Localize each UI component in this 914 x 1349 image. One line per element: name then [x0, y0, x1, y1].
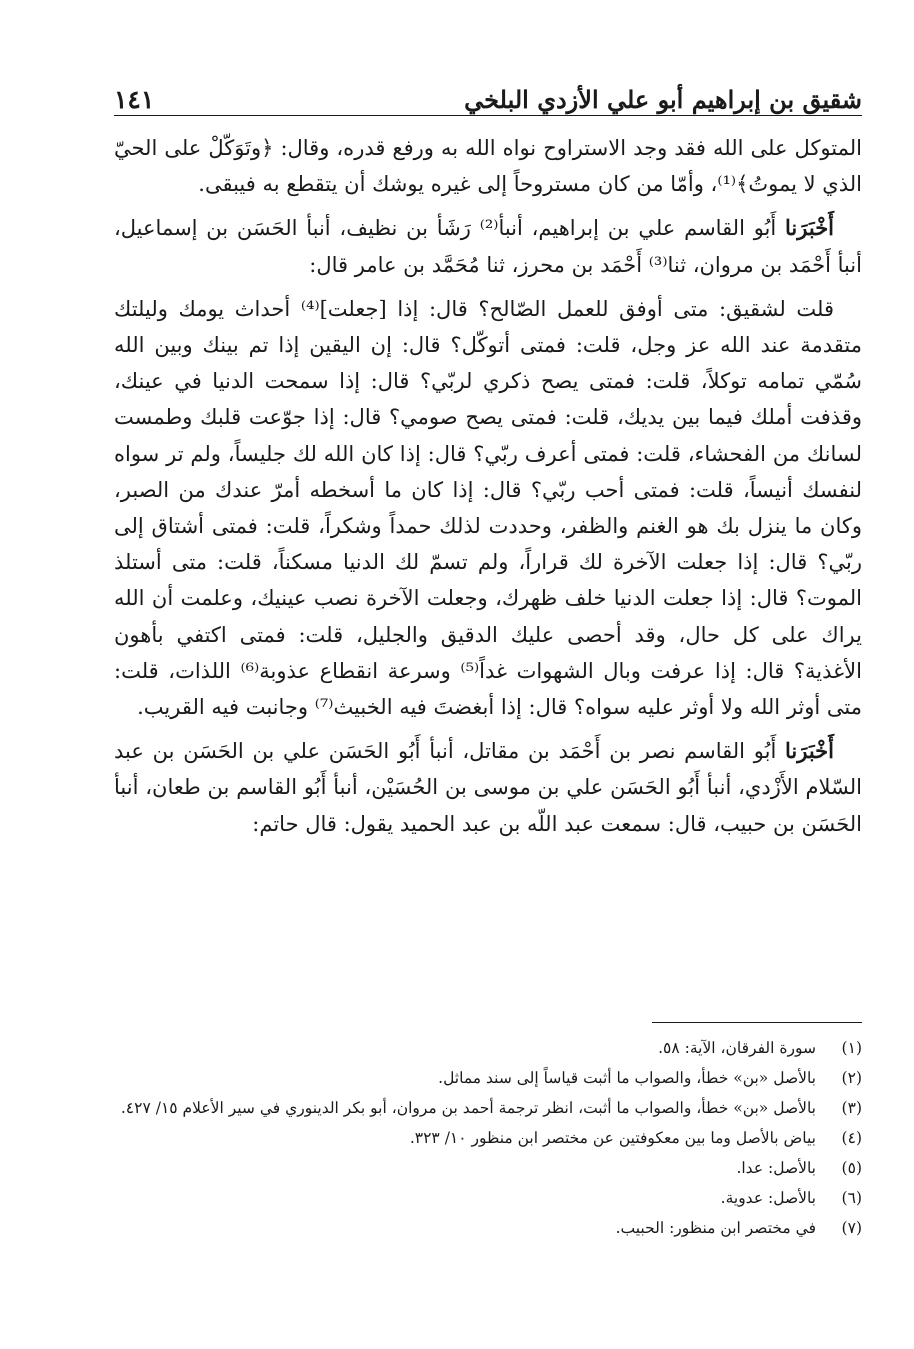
footnote-text: بالأصل: عدا. [736, 1159, 816, 1177]
main-text [114, 130, 862, 850]
akhbarana-lead: أَخْبَرَنا [785, 738, 834, 764]
header-rule [114, 115, 862, 116]
paragraph-4-text: أَبُو القاسم نصر بن أَحْمَد بن مقاتل، أنبأ أَبُو الحَسَن علي بن الحَسَن بن عبد السّلام الأَزْدي، أنبأ أَبُو الحَسَن علي بن موسى بن الحُسَيْن، أنبأ أَبُو القاسم بن طعان، أنبأ الحَسَن بن حبيب، قال: سمعت عبد اللّه بن عبد الحميد يقول: قال حاتم: [114, 739, 862, 836]
footnote [110, 1214, 862, 1242]
footnote-text: بياض بالأصل وما بين معكوفتين عن مختصر ابن منظور ١٠/ ٣٢٣. [409, 1129, 816, 1147]
paragraph-2-text: أَبُو القاسم علي بن إبراهيم، أنبأ⁽²⁾ رَشَأ بن نظيف، أنبأ الحَسَن بن إسماعيل، أنبأ أَحْمَد بن مروان، ثنا⁽³⁾ أَحْمَد بن محرز، ثنا مُحَمَّد بن عامر قال: [114, 216, 862, 277]
paragraph-2 [114, 210, 862, 282]
paragraph-1: المتوكل على الله فقد وجد الاستراوح نواه الله به ورفع قدره، وقال: ﴿وتَوَكّلْ على الحيّ الذي لا يموتُ﴾⁽¹⁾، وأمّا من كان مستروحاً إلى غيره يوشك أن يتقطع به فيبقى. [114, 136, 862, 197]
page-number: ١٤١ [114, 85, 155, 114]
akhbarana-lead: أَخْبَرَنا [785, 215, 835, 241]
footnote-number: (٦) [841, 1189, 862, 1207]
paragraph-3: قلت لشقيق: متى أوفق للعمل الصّالح؟ قال: إذا [جعلت]⁽⁴⁾ أحداث يومك وليلتك متقدمة عند الله عز وجل، قلت: فمتى أتوكّل؟ قال: إن اليقين إذا تم بينك وبين الله سُمّي تمامه توكلاً، قلت: فمتى يصح ذكري لربّي؟ قال: إذا سمحت الدنيا في عينك، وقذفت أملك فيما بين يديك، قلت: فمتى يصح صومي؟ قال: إذا جوّعت قلبك وطمست لسانك من الفحشاء، قلت: فمتى أعرف ربّي؟ قال: إذا كان الله لك جليساً، ولم تر سواه لنفسك أنيساً، قلت: فمتى أحب ربّي؟ قال: إذا كان ما أسخطه أمرّ عندك من الصبر، وكان ما ينزل بك هو الغنم والظفر، وحددت لذلك حمداً وشكراً، قلت: فمتى أشتاق إلى ربّي؟ قال: إذا جعلت الآخرة لك قراراً، ولم تسمّ لك الدنيا مسكناً، قلت: متى أستلذ الموت؟ قال: إذا جعلت الدنيا خلف ظهرك، وجعلت الآخرة نصب عينيك، وعلمت أن الله يراك على كل حال، وقد أحصى عليك الدقيق والجليل، قلت: فمتى اكتفي بأهون الأغذية؟ قال: إذا عرفت وبال الشهوات غداً⁽⁵⁾ وسرعة انقطاع عذوبة⁽⁶⁾ اللذات، قلت: متى أوثر الله ولا أوثر عليه سواه؟ قال: إذا أبغضتَ فيه الخبيث⁽⁷⁾ وجانبت فيه القريب. [114, 296, 862, 720]
footnote [110, 1094, 862, 1122]
footnote [110, 1184, 862, 1212]
footnote-text: في مختصر ابن منظور: الحبيب. [615, 1219, 816, 1237]
footnote-number: (٥) [841, 1159, 862, 1177]
footnotes [110, 1034, 862, 1244]
footnote-number: (٤) [841, 1129, 862, 1147]
footnote-text: بالأصل «بن» خطأ، والصواب ما أثبت قياساً إلى سند مماثل. [438, 1069, 816, 1087]
running-header [114, 74, 862, 114]
footnote [110, 1034, 862, 1062]
paragraph-4 [114, 733, 862, 842]
footnote-rule [652, 1022, 862, 1023]
footnote-text: بالأصل: عدوية. [720, 1189, 816, 1207]
footnote [110, 1064, 862, 1092]
footnote-text: سورة الفرقان، الآية: ٥٨. [658, 1039, 816, 1057]
footnote-number: (١) [841, 1039, 862, 1057]
footnote-text: بالأصل «بن» خطأ، والصواب ما أثبت، انظر ترجمة أحمد بن مروان، أبو بكر الدينوري في سير الأعلام ١٥/ ٤٢٧. [120, 1099, 816, 1117]
footnote [110, 1154, 862, 1182]
footnote-number: (٧) [841, 1219, 862, 1237]
footnote [110, 1124, 862, 1152]
footnote-number: (٢) [841, 1069, 862, 1087]
footnote-number: (٣) [841, 1099, 862, 1117]
running-title: شقيق بن إبراهيم أبو علي الأزدي البلخي [464, 85, 862, 114]
